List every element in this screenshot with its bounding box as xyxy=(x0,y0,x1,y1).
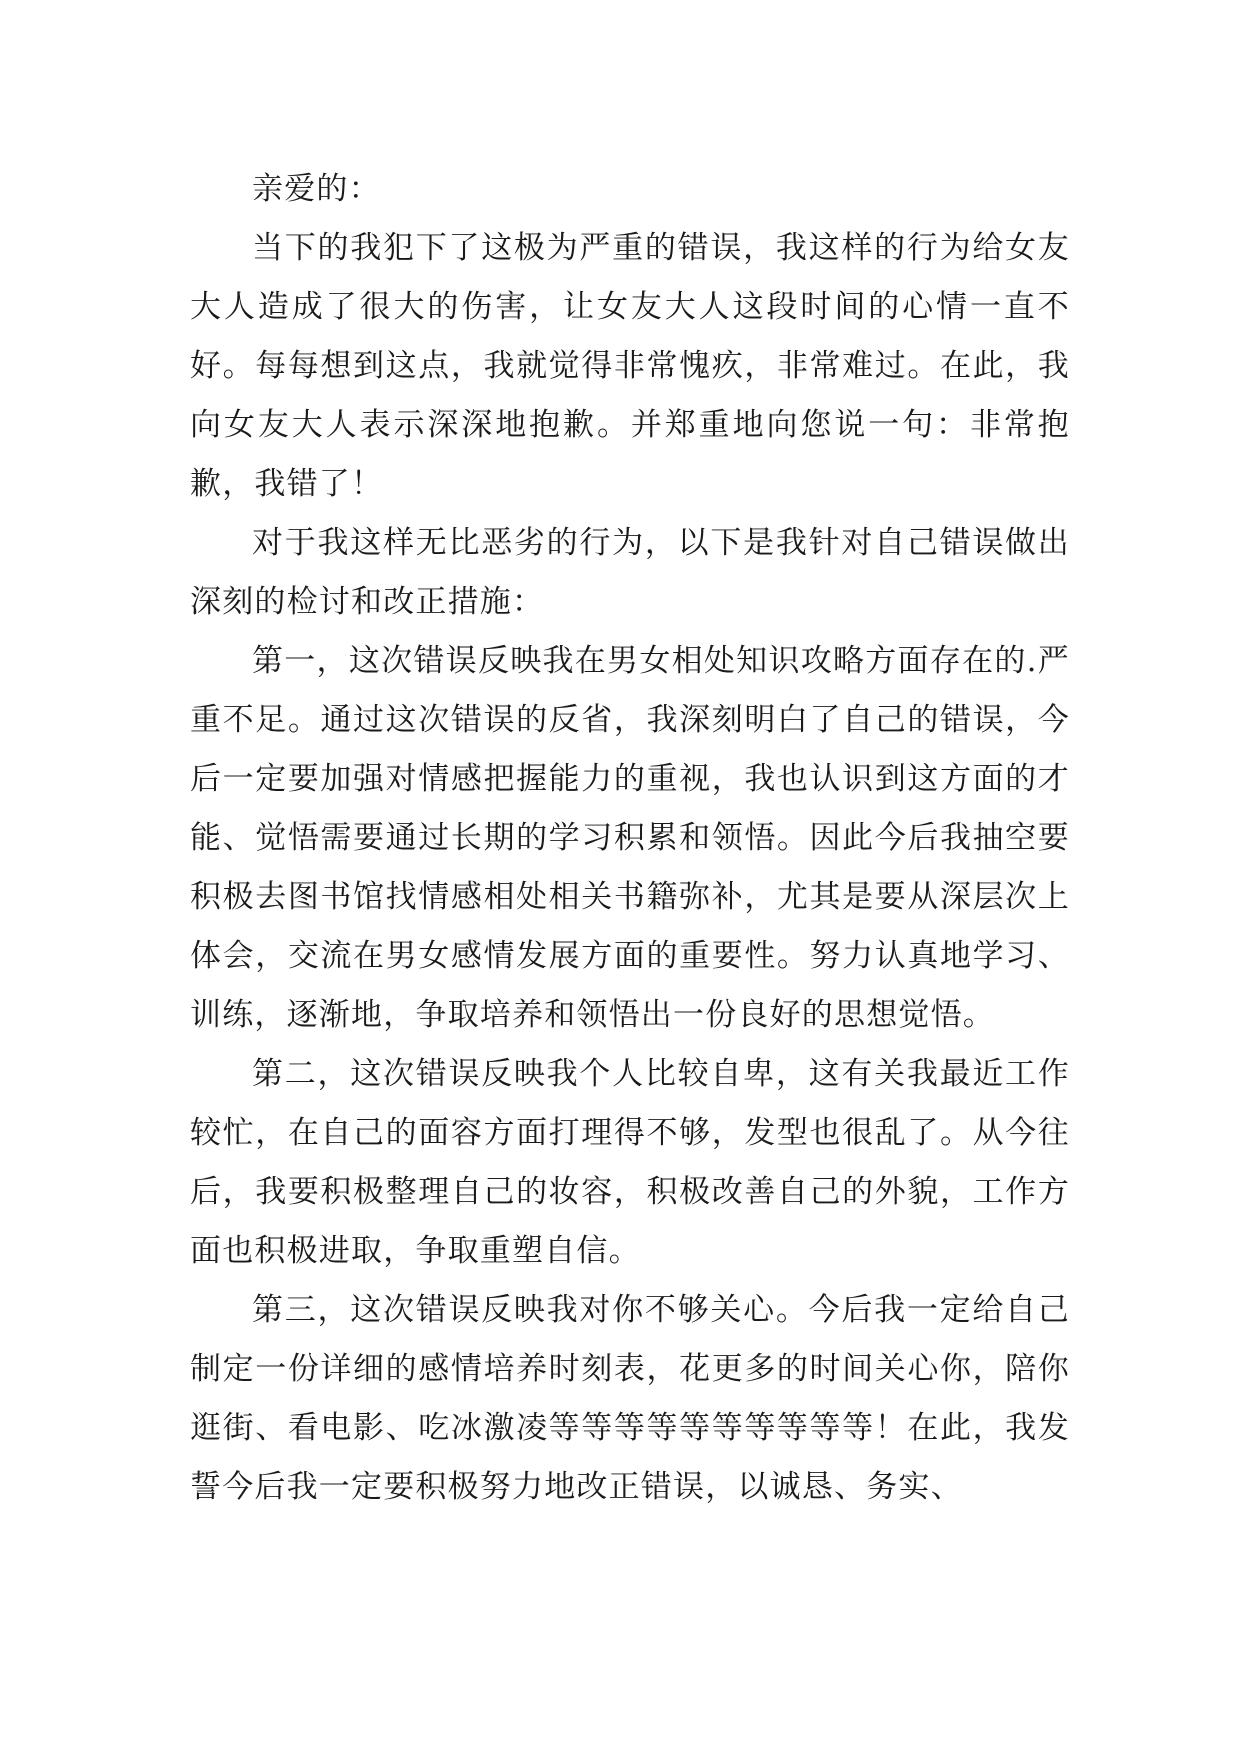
paragraph-third-point: 第三，这次错误反映我对你不够关心。今后我一定给自己制定一份详细的感情培养时刻表，花更多的时间关心你，陪你逛街、看电影、吃冰激凌等等等等等等等等等等！在此，我发誓今后我一定要积极努力地改正错误，以诚恳、务实、 xyxy=(190,1292,1070,1505)
salutation: 亲爱的： xyxy=(252,171,381,207)
letter-body xyxy=(190,160,1070,1517)
paragraph-second-point: 第二，这次错误反映我个人比较自卑，这有关我最近工作较忙，在自己的面容方面打理得不够，发型也很乱了。从今往后，我要积极整理自己的妆容，积极改善自己的外貌，工作方面也积极进取，争取重塑自信。 xyxy=(190,1056,1070,1269)
paragraph-first-point: 第一，这次错误反映我在男女相处知识攻略方面存在的.严重不足。通过这次错误的反省，我深刻明白了自己的错误，今后一定要加强对情感把握能力的重视，我也认识到这方面的才能、觉悟需要通过长期的学习积累和领悟。因此今后我抽空要积极去图书馆找情感相处相关书籍弥补，尤其是要从深层次上体会，交流在男女感情发展方面的重要性。努力认真地学习、训练，逐渐地，争取培养和领悟出一份良好的思想觉悟。 xyxy=(190,643,1070,1033)
paragraph-apology: 当下的我犯下了这极为严重的错误，我这样的行为给女友大人造成了很大的伤害，让女友大人这段时间的心情一直不好。每每想到这点，我就觉得非常愧疚，非常难过。在此，我向女友大人表示深深地抱歉。并郑重地向您说一句：非常抱歉，我错了！ xyxy=(190,230,1070,502)
paragraph-intro: 对于我这样无比恶劣的行为，以下是我针对自己错误做出深刻的检讨和改正措施： xyxy=(190,525,1070,620)
